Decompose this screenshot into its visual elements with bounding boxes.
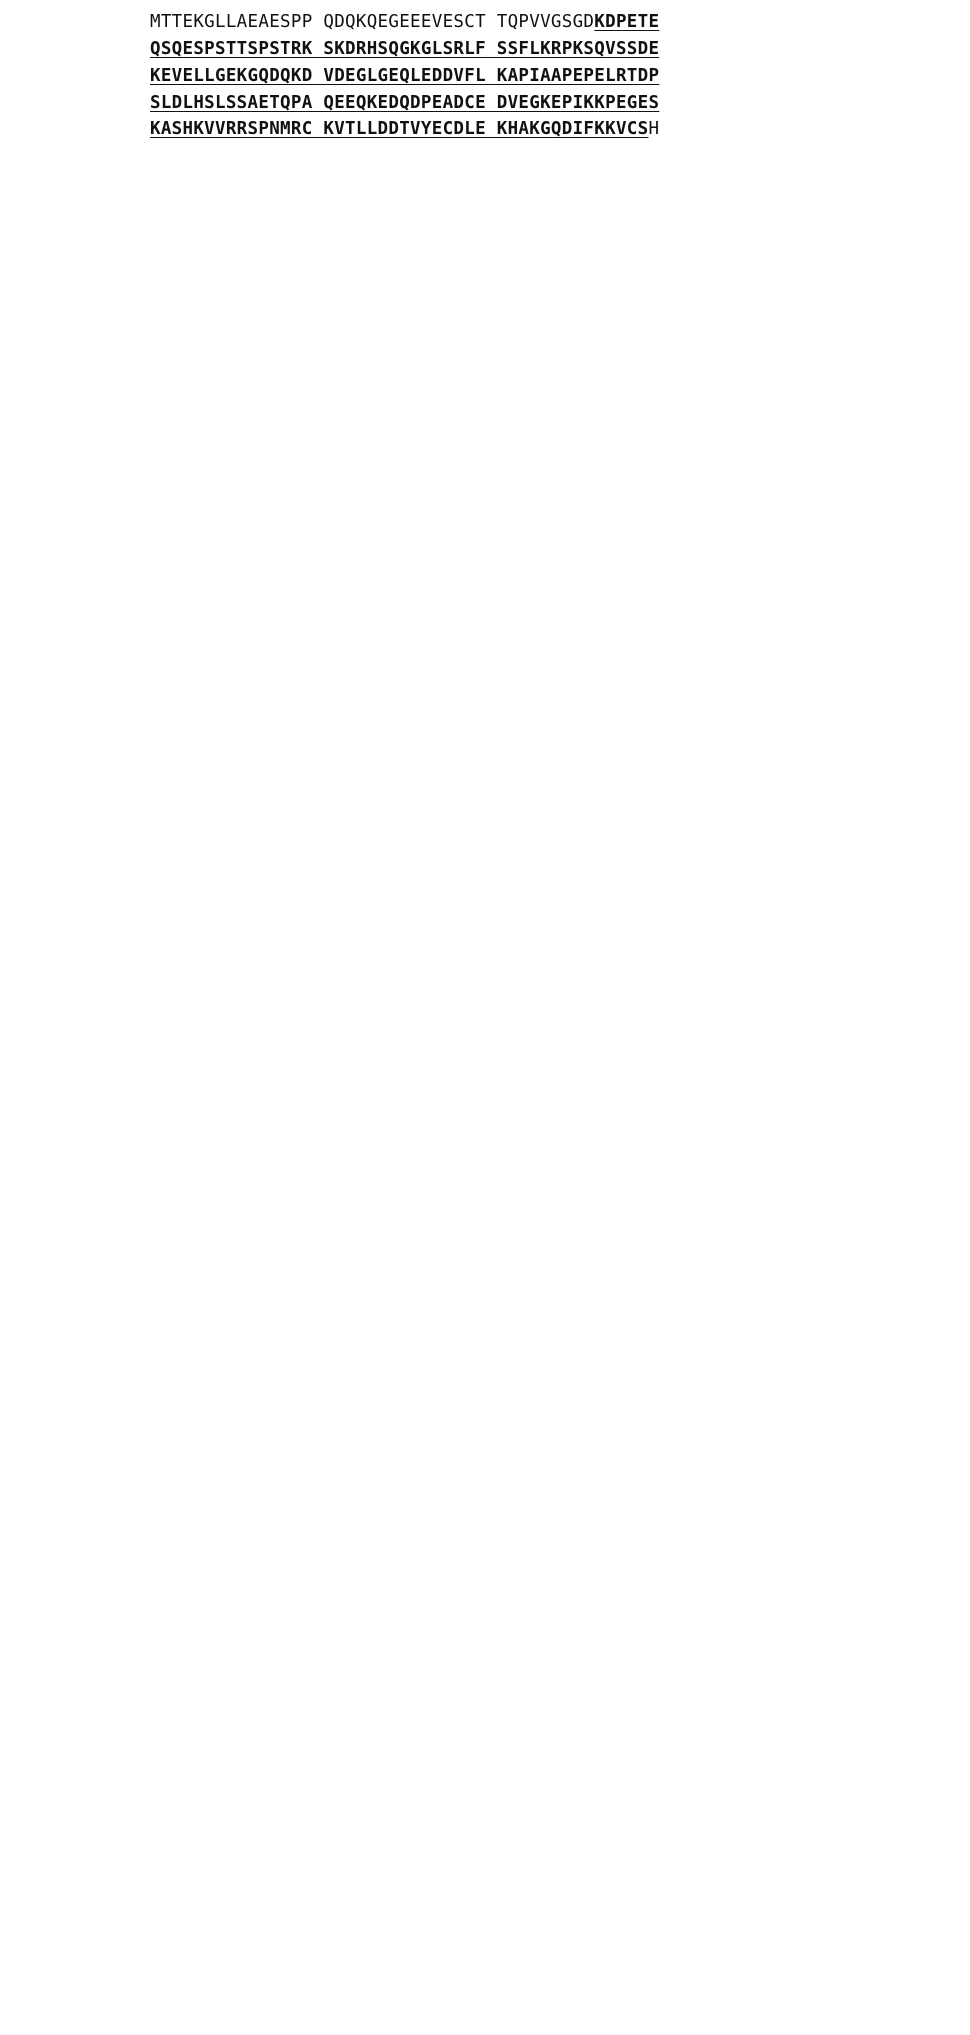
xenopus-sequence: KASHKVVRRSPNMRC KVTLLDDTVYECDLE KHAKGQDIFKKVCSH bbox=[150, 119, 660, 139]
xenopus-sequence: MTTEKGLLAEAESPP QDQKQEGEEEVESCT TQPVVGSGDKDPETE bbox=[150, 12, 660, 32]
xenopus-sequence bbox=[150, 93, 659, 113]
underlined-sequence: KDPETE bbox=[594, 12, 660, 32]
underlined-sequence: KASHKVVRRSPNMRC KVTLLDDTVYECDLE KHAKGQDIFKKVCS bbox=[150, 119, 649, 139]
underlined-sequence: SLDLHSLSSAETQPA QEEQKEDQDPEADCE DVEGKEPIKKPEGES bbox=[150, 93, 660, 113]
underlined-sequence: KEVELLGEKGQDQKD VDEGLGEQLEDDVFL KAPIAAPEPELRTDP bbox=[150, 66, 660, 86]
underlined-sequence: QSQESPSTTSPSTRK SKDRHSQGKGLSRLF SSFLKRPKSQVSSDE bbox=[150, 39, 660, 59]
xenopus-sequence bbox=[150, 39, 659, 59]
xenopus-sequence bbox=[150, 66, 659, 86]
